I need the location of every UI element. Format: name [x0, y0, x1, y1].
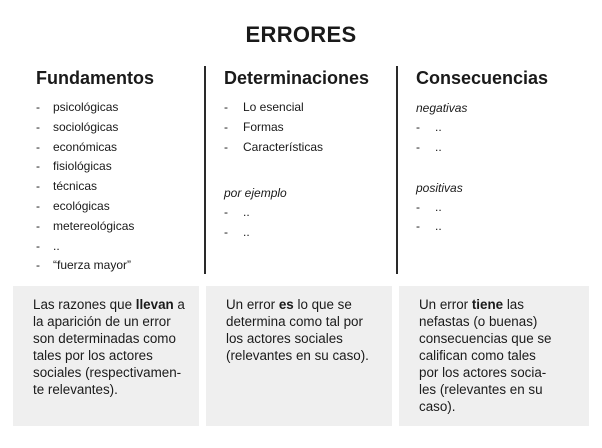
list-item: - Formas: [224, 118, 394, 138]
column-consecuencias: [416, 66, 586, 237]
column-divider: [204, 66, 206, 274]
list-item: - técnicas: [36, 177, 201, 197]
diagram-title: ERRORES: [245, 22, 357, 47]
box-text-line: [226, 296, 380, 313]
box-text-line: [419, 398, 577, 415]
box-text: lo que se: [293, 297, 352, 312]
explanation-box-consecuencias: [399, 286, 589, 426]
box-text-line: [33, 330, 187, 347]
column-fundamentos: [36, 66, 201, 276]
column-heading: Determinaciones: [224, 68, 370, 88]
column-heading: Fundamentos: [36, 68, 155, 88]
box-keyword: es: [278, 297, 294, 312]
box-text: califican como tales: [419, 348, 536, 363]
column-divider: [396, 66, 398, 274]
box-text-line: [226, 330, 380, 347]
box-text: te relevantes).: [33, 382, 118, 397]
list-item: - metereológicas: [36, 217, 201, 237]
box-text-line: [419, 364, 577, 381]
list-item: - ..: [416, 217, 586, 237]
box-text-line: [33, 381, 187, 398]
box-text: nefastas (o buenas): [419, 314, 538, 329]
column-determinaciones: [224, 66, 394, 243]
box-text: caso).: [419, 399, 456, 414]
box-keyword: tiene: [471, 297, 504, 312]
box-text-line: [33, 296, 187, 313]
list-item: - “fuerza mayor”: [36, 256, 201, 276]
box-text: las: [503, 297, 524, 312]
box-text-line: [33, 313, 187, 330]
box-text: Un error: [419, 297, 472, 312]
box-text-line: [419, 313, 577, 330]
box-text-line: [33, 364, 187, 381]
column-heading: Consecuencias: [416, 68, 549, 88]
list-item: - económicas: [36, 138, 201, 158]
negative-label: negativas: [416, 101, 468, 115]
positive-label: positivas: [416, 180, 463, 195]
list-item: - Lo esencial: [224, 98, 394, 118]
box-text-line: [419, 296, 577, 313]
box-text: tales por los actores: [33, 348, 153, 363]
box-keyword: llevan: [135, 297, 174, 312]
box-text: (relevantes en su caso).: [226, 348, 369, 363]
list-item: - ..: [224, 203, 394, 223]
box-text: Un error: [226, 297, 279, 312]
list-item: - sociológicas: [36, 118, 201, 138]
explanation-box-determinaciones: [206, 286, 392, 426]
list-item: - ..: [416, 198, 586, 218]
box-text: Las razones que: [33, 297, 136, 312]
box-text-line: [419, 381, 577, 398]
box-text: sociales (respectivamen-: [33, 365, 182, 380]
box-text: son determinadas como: [33, 331, 176, 346]
box-text-line: [226, 347, 380, 364]
list-item: - ..: [416, 138, 586, 158]
box-text: consecuencias que se: [419, 331, 552, 346]
box-text-line: [226, 313, 380, 330]
box-text: los actores sociales: [226, 331, 343, 346]
box-text: por los actores socia-: [419, 365, 547, 380]
negative-list: [416, 118, 586, 158]
box-text-line: [419, 347, 577, 364]
box-text: a: [173, 297, 185, 312]
explanation-box-fundamentos: [13, 286, 199, 426]
example-label: por ejemplo: [224, 186, 287, 201]
positive-list: [416, 198, 586, 238]
box-text-line: [419, 330, 577, 347]
list-item: - ..: [36, 237, 201, 257]
example-list: [224, 203, 394, 243]
list-item: - Características: [224, 138, 394, 158]
box-text: les (relevantes en su: [419, 382, 543, 397]
box-text-line: [33, 347, 187, 364]
list-item: - psicológicas: [36, 98, 201, 118]
list-item: - ..: [224, 223, 394, 243]
fundamentos-list: [36, 98, 201, 276]
determinaciones-list: [224, 98, 394, 157]
list-item: - fisiológicas: [36, 157, 201, 177]
box-text: determina como tal por: [226, 314, 363, 329]
list-item: - ecológicas: [36, 197, 201, 217]
box-text: la aparición de un error: [33, 314, 171, 329]
list-item: - ..: [416, 118, 586, 138]
